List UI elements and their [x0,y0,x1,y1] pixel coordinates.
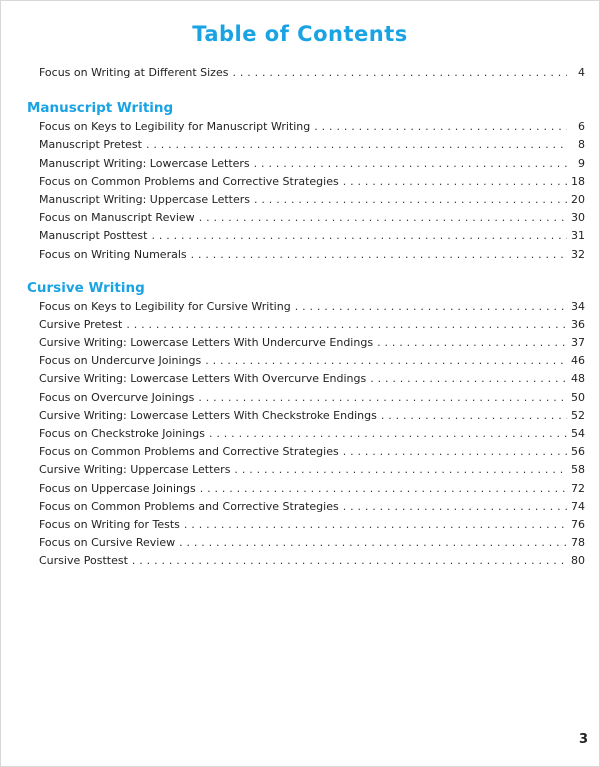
page-title: Table of Contents [192,22,408,46]
toc-entry [27,155,585,173]
toc-entry-page: 31 [571,229,585,243]
dot-leader [199,209,567,227]
dot-leader [151,227,567,245]
toc-entry-label: Focus on Writing for Tests [39,517,180,531]
toc-entry-page: 9 [578,156,585,170]
dot-leader [254,191,567,209]
toc-entry [27,516,585,534]
dot-leader [343,498,567,516]
toc-entry-page: 80 [571,554,585,568]
toc-entry-label: Cursive Posttest [39,554,128,568]
page-number: 3 [578,732,588,747]
dot-leader [377,334,567,352]
dot-leader [200,480,567,498]
toc-entry-page: 72 [571,481,585,495]
toc-entry-label: Manuscript Writing: Uppercase Letters [39,192,251,206]
toc-entry-label: Focus on Common Problems and Corrective Strategies [39,445,339,459]
toc-entry-page: 48 [571,372,585,386]
toc-entry [27,443,585,461]
toc-entry-page: 74 [571,499,585,513]
dot-leader [205,352,567,370]
dot-leader [343,443,567,461]
toc-entry [27,136,585,154]
toc-entry-label: Cursive Writing: Uppercase Letters [39,463,231,477]
toc-entry [27,534,585,552]
dot-leader [234,461,567,479]
toc-entry [27,118,585,136]
toc-entry [27,498,585,516]
dot-leader [184,516,567,534]
toc-entry [27,425,585,443]
toc-entry [27,334,585,352]
toc-entry-label: Focus on Writing at Different Sizes [39,66,229,79]
toc-entry-label: Focus on Manuscript Review [39,211,195,225]
toc-entry-page: 54 [571,427,585,440]
toc-entry-label: Focus on Keys to Legibility for Manuscript Writing [39,120,311,134]
intro-entries [27,64,585,82]
toc-entry-page: 4 [578,66,585,79]
toc-entry-label: Cursive Writing: Lowercase Letters With Checkstroke Endings [39,408,377,422]
toc-entry [27,480,585,498]
dot-leader [126,316,567,334]
toc-entry [27,246,585,264]
dot-leader [146,136,567,154]
toc-entry-label: Focus on Undercurve Joinings [39,354,202,368]
toc-entry [27,407,585,425]
toc-entry-label: Focus on Checkstroke Joinings [39,427,205,440]
dot-leader [132,552,567,570]
dot-leader [209,425,567,443]
toc-entry-label: Focus on Cursive Review [39,536,176,550]
dot-leader [191,246,567,264]
toc-entry-page: 32 [571,247,585,261]
section-heading: Manuscript Writing [27,100,174,117]
toc-entry-label: Manuscript Writing: Lowercase Letters [39,156,250,170]
dot-leader [179,534,567,552]
toc-entry-page: 6 [578,120,585,134]
toc-entry-page: 46 [571,354,585,368]
sections [27,82,585,570]
toc-entry [27,191,585,209]
toc-entry [27,173,585,191]
dot-leader [381,407,567,425]
toc-entry-label: Manuscript Posttest [39,229,148,243]
toc-entry-page: 20 [571,192,585,206]
toc-entry-label: Focus on Common Problems and Corrective Strategies [39,174,339,188]
toc-entry-page: 78 [571,536,585,550]
toc-entry-page: 18 [571,174,585,188]
toc-entry-label: Cursive Writing: Lowercase Letters With Overcurve Endings [39,372,367,386]
toc-entry [27,316,585,334]
dot-leader [198,389,567,407]
toc-entry-label: Focus on Overcurve Joinings [39,390,195,404]
toc-entry-page: 56 [571,445,585,459]
toc-entry [27,209,585,227]
toc-entry-label: Cursive Writing: Lowercase Letters With Undercurve Endings [39,336,374,350]
toc-entry [27,298,585,316]
toc-entry-label: Focus on Common Problems and Corrective Strategies [39,499,339,513]
toc-entry-page: 30 [571,211,585,225]
toc-entry [27,227,585,245]
dot-leader [370,370,567,388]
toc-entry [27,352,585,370]
toc-entry-label: Focus on Uppercase Joinings [39,481,196,495]
toc-entry [27,461,585,479]
toc-entry-label: Focus on Keys to Legibility for Cursive Writing [39,299,291,313]
toc-entry [27,552,585,570]
dot-leader [314,118,567,136]
toc-entry-page: 8 [578,138,585,152]
toc-entry [27,370,585,388]
toc-entry-page: 34 [571,299,585,313]
table-of-contents [27,64,585,571]
toc-entry-label: Focus on Writing Numerals [39,247,187,261]
dot-leader [343,173,567,191]
section-heading: Cursive Writing [27,279,145,296]
toc-entry-page: 37 [571,336,585,350]
dot-leader [232,64,567,82]
toc-entry-page: 50 [571,390,585,404]
toc-entry [27,64,585,82]
toc-entry-page: 52 [571,408,585,422]
toc-entry-page: 76 [571,517,585,531]
toc-entry-label: Manuscript Pretest [39,138,142,152]
dot-leader [254,155,567,173]
toc-entry-page: 36 [571,317,585,331]
toc-entry-page: 58 [571,463,585,477]
dot-leader [295,298,567,316]
toc-entry [27,389,585,407]
toc-entry-label: Cursive Pretest [39,317,123,331]
